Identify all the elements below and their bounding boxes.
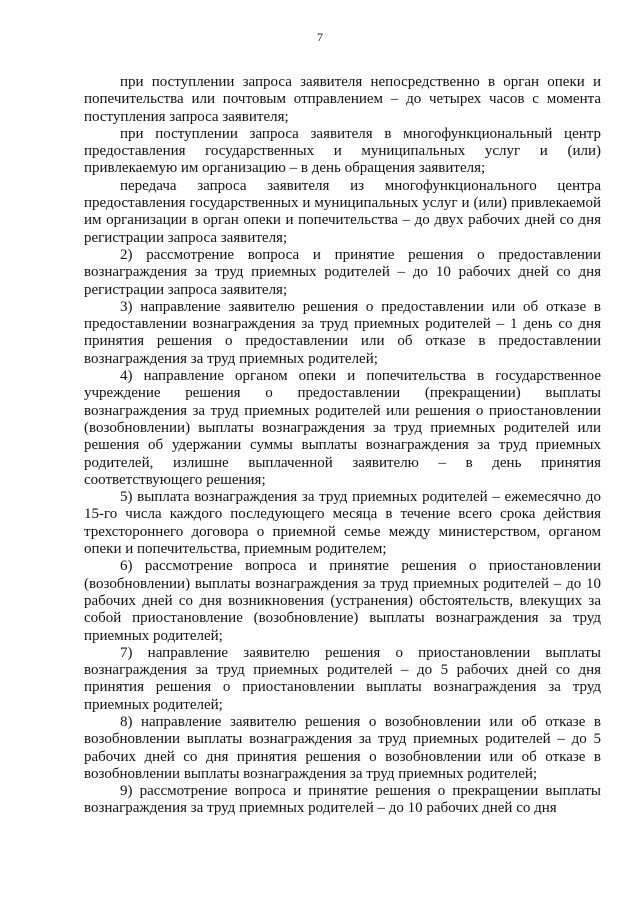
paragraph-2: при поступлении запроса заявителя в многофункциональный центр предоставления государственных и муниципальных услуг и (или) привлекаемую им организацию – в день обращения заявителя;: [84, 125, 601, 177]
paragraph-4: 2) рассмотрение вопроса и принятие решения о предоставлении вознаграждения за труд приемных родителей – до 10 рабочих дней со дня регистрации запроса заявителя;: [84, 246, 601, 298]
paragraph-10: 8) направление заявителю решения о возобновлении или об отказе в возобновлении выплаты вознаграждения за труд приемных родителей – до 5 рабочих дней со дня принятия решения о возобновлении или об отказе в возобновлении выплаты вознаграждения за труд приемных родителей;: [84, 713, 601, 782]
paragraph-3: передача запроса заявителя из многофункционального центра предоставления государственных и муниципальных услуг и (или) привлекаемой им организации в орган опеки и попечительства – до двух рабочих дней со дня регистрации запроса заявителя;: [84, 177, 601, 246]
paragraph-9: 7) направление заявителю решения о приостановлении выплаты вознаграждения за труд приемных родителей – до 5 рабочих дней со дня принятия решения о приостановлении выплаты вознаграждения за труд приемных родителей;: [84, 644, 601, 713]
document-body: [84, 74, 601, 818]
paragraph-7: 5) выплата вознаграждения за труд приемных родителей – ежемесячно до 15-го числа каждого последующего месяца в течение всего срока действия трехстороннего договора о приемной семье между министерством, органом опеки и попечительства, приемным родителем;: [84, 489, 601, 558]
paragraph-11: 9) рассмотрение вопроса и принятие решения о прекращении выплаты вознаграждения за труд приемных родителей – до 10 рабочих дней со дня: [84, 783, 601, 817]
paragraph-8: 6) рассмотрение вопроса и принятие решения о приостановлении (возобновлении) выплаты вознаграждения за труд приемных родителей – до 10 рабочих дней со дня возникновения (устранения) обстоятельств, влекущих за собой приостановление (возобновление) выплаты вознаграждения за труд приемных родителей;: [84, 558, 601, 644]
paragraph-6: 4) направление органом опеки и попечительства в государственное учреждение решения о предоставлении (прекращении) выплаты вознаграждения за труд приемных родителей или решения о приостановлении (возобновлении) выплаты вознаграждения за труд приемных родителей или решения об удержании суммы выплаты вознаграждения за труд приемных родителей, излишне выплаченной заявителю – в день принятия соответствующего решения;: [84, 368, 601, 488]
paragraph-1: при поступлении запроса заявителя непосредственно в орган опеки и попечительства или почтовым отправлением – до четырех часов с момента поступления запроса заявителя;: [84, 74, 601, 125]
paragraph-5: 3) направление заявителю решения о предоставлении или об отказе в предоставлении вознаграждения за труд приемных родителей – 1 день со дня принятия решения о предоставлении или об отказе в предоставлении вознаграждения за труд приемных родителей;: [84, 298, 601, 367]
page-number: 7: [317, 30, 323, 44]
